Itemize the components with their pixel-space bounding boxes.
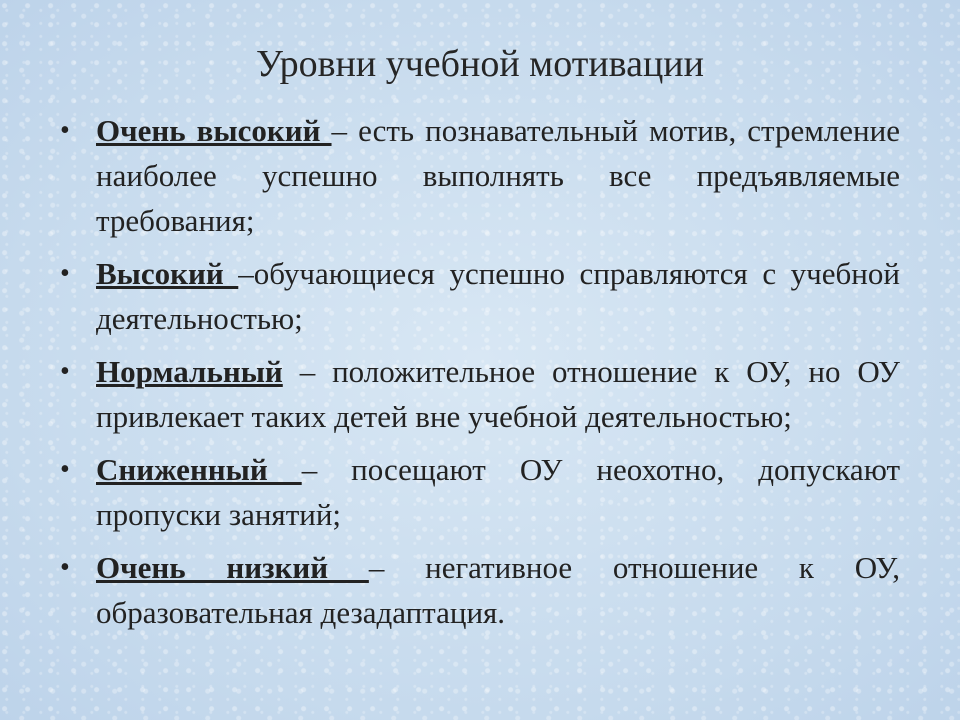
- level-term: Нормальный: [96, 354, 283, 389]
- motivation-levels-list: [60, 108, 900, 643]
- bullet-icon: •: [60, 258, 70, 289]
- list-item-high: [60, 251, 900, 341]
- level-term: Высокий: [96, 256, 239, 291]
- slide-title: Уровни учебной мотивации: [256, 43, 704, 85]
- bullet-icon: •: [60, 552, 70, 583]
- bullet-icon: •: [60, 454, 70, 485]
- list-item-very-low: [60, 545, 900, 635]
- level-description: – посещают ОУ неохотно, допускают пропуски занятий;: [96, 452, 900, 532]
- bullet-icon: •: [60, 115, 70, 146]
- level-term: Очень низкий: [96, 550, 369, 585]
- list-item-reduced: [60, 447, 900, 537]
- level-description: – негативное отношение к ОУ, образовательная дезадаптация.: [96, 550, 900, 630]
- level-term: Сниженный: [96, 452, 302, 487]
- bullet-icon: •: [60, 356, 70, 387]
- level-description: –обучающиеся успешно справляются с учебной деятельностью;: [96, 256, 900, 336]
- list-item-very-high: [60, 108, 900, 243]
- level-description: – есть познавательный мотив, стремление наиболее успешно выполнять все предъявляемые требования;: [96, 113, 901, 238]
- level-description: – положительное отношение к ОУ, но ОУ привлекает таких детей вне учебной деятельностью;: [96, 354, 900, 434]
- level-term: Очень высокий: [96, 113, 332, 148]
- list-item-normal: [60, 349, 900, 439]
